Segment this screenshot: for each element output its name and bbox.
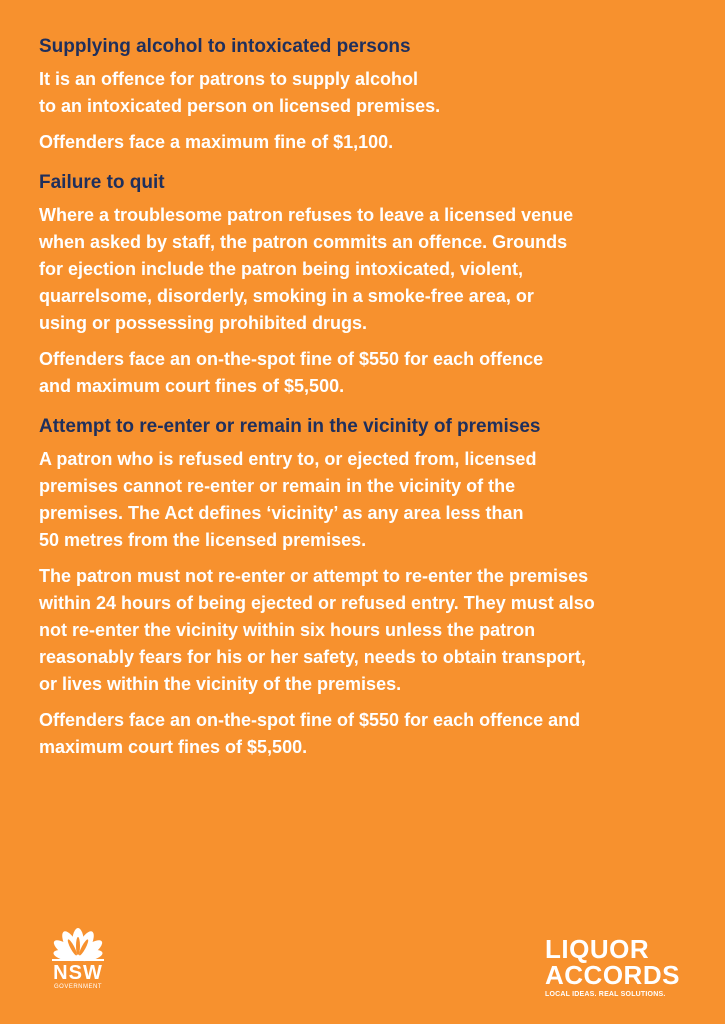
section-heading: Attempt to re-enter or remain in the vicinity of premises <box>39 416 541 437</box>
section-paragraph: A patron who is refused entry to, or ejected from, licensed premises cannot re-enter or remain in the vicinity of the premises. The Act defines ‘vicinity’ as any area less than 50 metres from the licensed premises. <box>39 449 537 550</box>
section-paragraph: Offenders face an on-the-spot fine of $550 for each offence and maximum court fines of $5,500. <box>39 349 544 396</box>
section-heading: Failure to quit <box>39 172 165 193</box>
section-supplying-alcohol <box>39 34 699 156</box>
section-failure-to-quit <box>39 170 699 400</box>
nsw-government-label: GOVERNMENT <box>53 984 102 990</box>
liquor-accords-tagline: LOCAL IDEAS. REAL SOLUTIONS. <box>545 991 666 998</box>
document-body <box>39 34 699 775</box>
section-paragraph: Offenders face an on-the-spot fine of $550 for each offence and maximum court fines of $5,500. <box>39 710 581 757</box>
section-paragraph: The patron must not re-enter or attempt to re-enter the premises within 24 hours of being ejected or refused entry. They must also not re-enter the vicinity within six hours unless the patron reasonably fears for his or her safety, needs to obtain transport, or lives within the vicinity of the premises. <box>39 566 595 694</box>
liquor-accords-line2: ACCORDS <box>545 960 680 990</box>
section-paragraph: Where a troublesome patron refuses to leave a licensed venue when asked by staff, the patron commits an offence. Grounds for ejection include the patron being intoxicated, violent, quarrelsome, disorderly, smoking in a smoke-free area, or using or possessing prohibited drugs. <box>39 205 574 333</box>
liquor-accords-logo <box>545 936 693 1000</box>
section-paragraph: Offenders face a maximum fine of $1,100. <box>39 132 394 152</box>
section-re-enter-vicinity <box>39 414 699 761</box>
nsw-government-logo <box>38 922 118 1002</box>
liquor-accords-line1: LIQUOR <box>545 934 650 964</box>
waratah-icon <box>38 922 118 962</box>
section-heading: Supplying alcohol to intoxicated persons <box>39 36 411 57</box>
section-paragraph: It is an offence for patrons to supply alcohol to an intoxicated person on licensed premises. <box>39 69 441 116</box>
nsw-wordmark: NSW <box>53 962 103 984</box>
